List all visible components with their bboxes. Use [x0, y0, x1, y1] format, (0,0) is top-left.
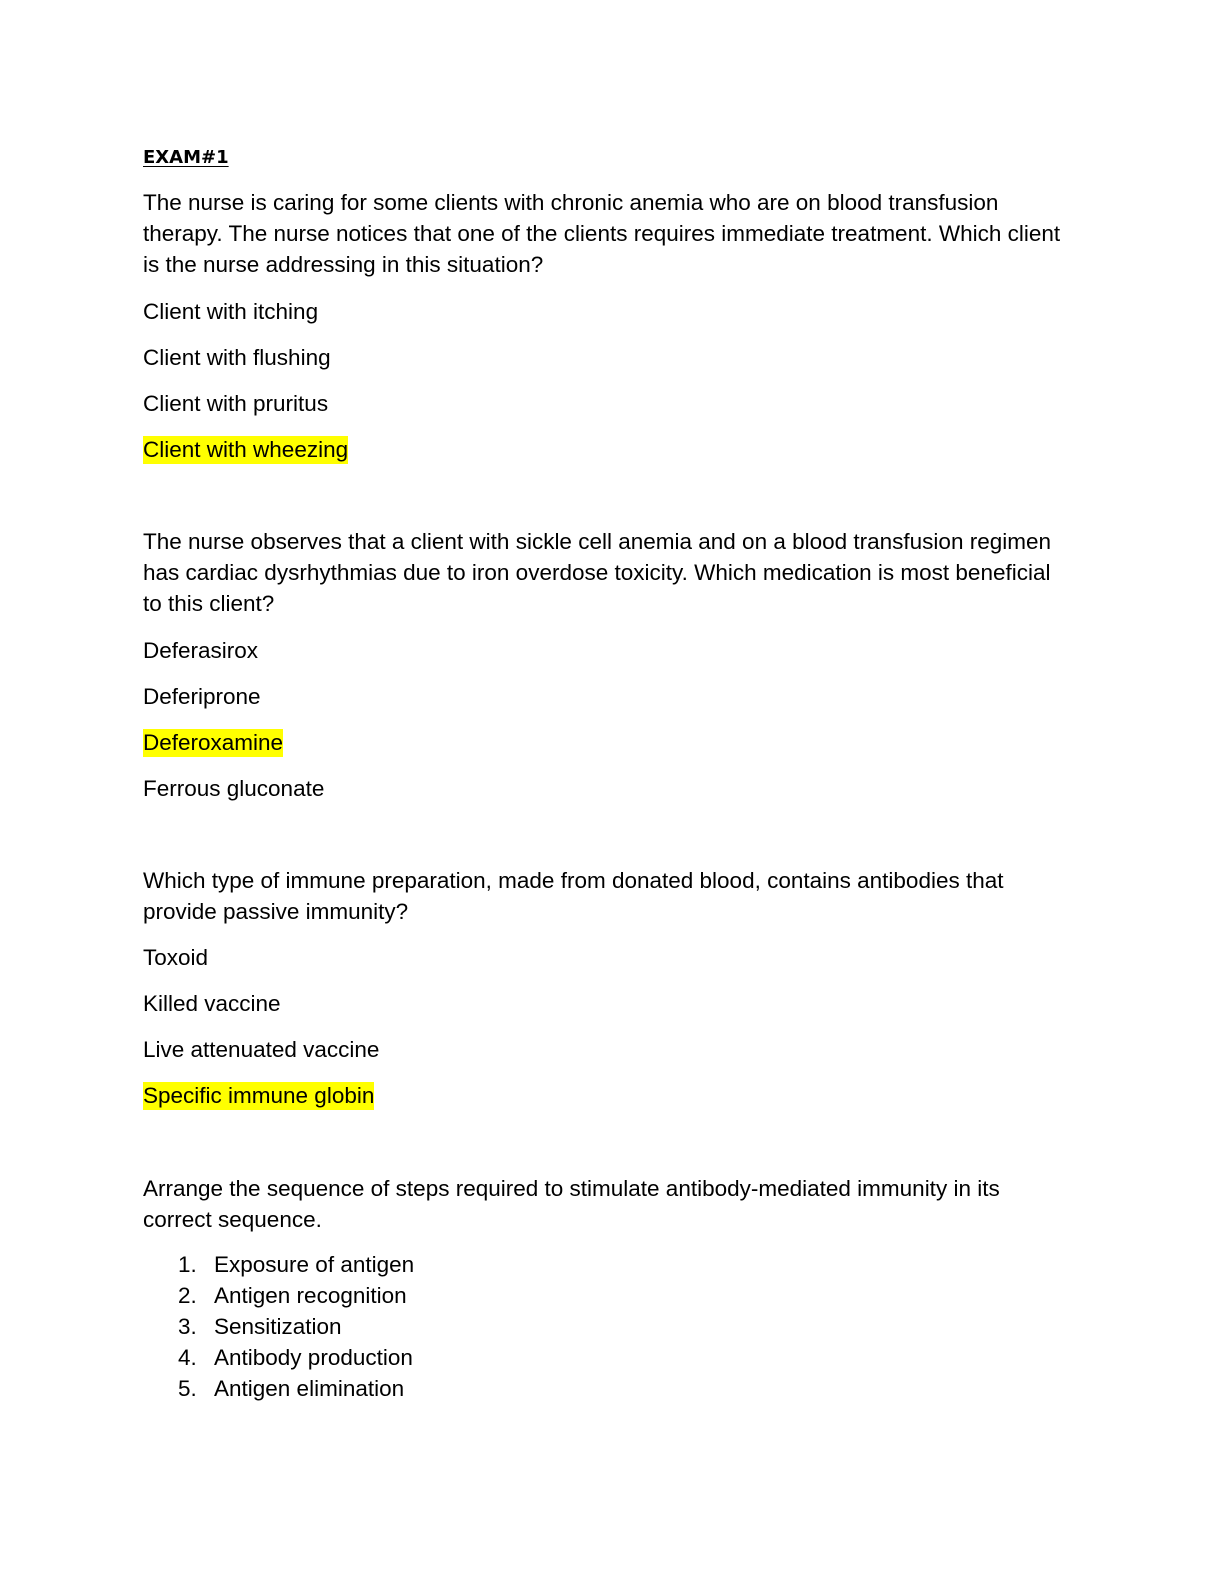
- list-item-label: Exposure of antigen: [214, 1252, 415, 1277]
- question-4-text: Arrange the sequence of steps required to stimulate antibody-mediated immunity in its correct sequence.: [143, 1176, 1000, 1232]
- question-1-option-3: Client with pruritus: [143, 391, 329, 416]
- sequence-list: [143, 1249, 414, 1404]
- list-item-number: 3.: [178, 1314, 197, 1339]
- list-item-number: 1.: [178, 1252, 197, 1277]
- list-item-number: 5.: [178, 1376, 197, 1401]
- list-item-label: Antigen elimination: [214, 1376, 405, 1401]
- list-item-label: Antibody production: [214, 1345, 413, 1370]
- list-item: [143, 1342, 414, 1373]
- exam-title: EXAM#1: [143, 147, 229, 168]
- question-1-answer-highlighted: Client with wheezing: [143, 437, 349, 462]
- list-item-number: 2.: [178, 1283, 197, 1308]
- question-1-text: The nurse is caring for some clients with chronic anemia who are on blood transfusion therapy. The nurse notices that one of the clients requires immediate treatment. Which client is the nurse addressing in this situation?: [143, 190, 1061, 277]
- question-2-option-2: Deferiprone: [143, 684, 261, 709]
- question-2-answer-highlighted: Deferoxamine: [143, 730, 284, 755]
- question-3-text: Which type of immune preparation, made from donated blood, contains antibodies that provide passive immunity?: [143, 868, 1004, 924]
- question-3-option-3: Live attenuated vaccine: [143, 1037, 380, 1062]
- question-2-text: The nurse observes that a client with sickle cell anemia and on a blood transfusion regimen has cardiac dysrhythmias due to iron overdose toxicity. Which medication is most beneficial to this client?: [143, 529, 1051, 616]
- list-item: [143, 1280, 414, 1311]
- question-3-answer-highlighted: Specific immune globin: [143, 1083, 375, 1108]
- list-item: [143, 1311, 414, 1342]
- question-2-option-4: Ferrous gluconate: [143, 776, 325, 801]
- question-1-option-1: Client with itching: [143, 299, 319, 324]
- question-3-option-1: Toxoid: [143, 945, 209, 970]
- list-item-number: 4.: [178, 1345, 197, 1370]
- question-2-option-1: Deferasirox: [143, 638, 259, 663]
- question-1-option-2: Client with flushing: [143, 345, 331, 370]
- list-item-label: Antigen recognition: [214, 1283, 407, 1308]
- list-item: [143, 1373, 414, 1404]
- question-3-option-2: Killed vaccine: [143, 991, 281, 1016]
- list-item: [143, 1249, 414, 1280]
- list-item-label: Sensitization: [214, 1314, 342, 1339]
